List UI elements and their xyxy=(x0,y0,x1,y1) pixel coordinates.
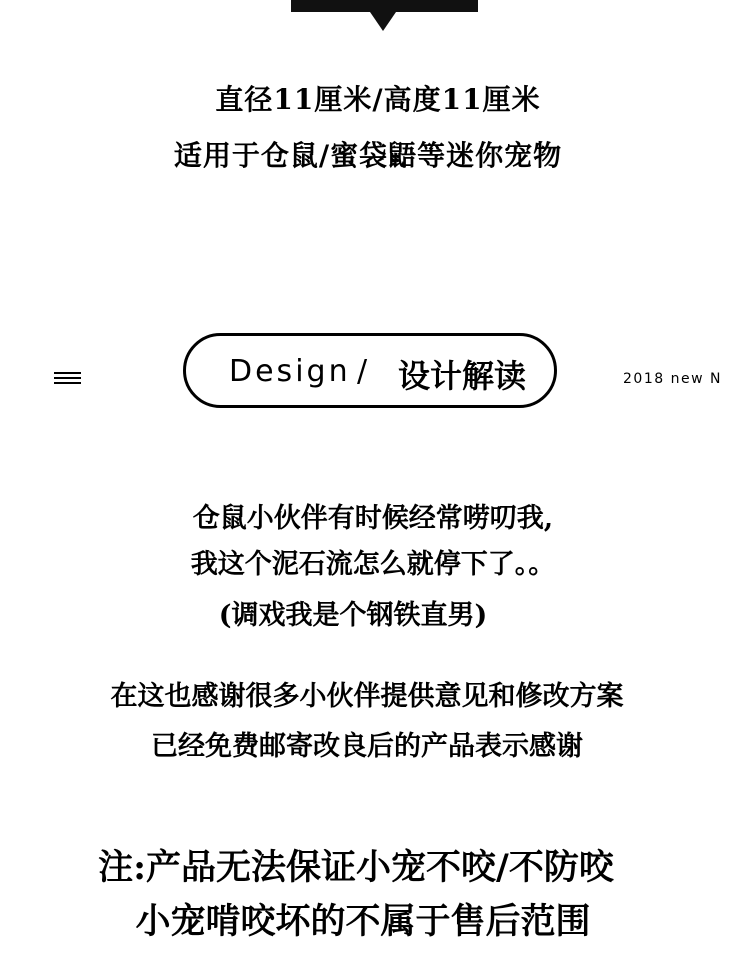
story-line-3: (调戏我是个钢铁直男) xyxy=(218,600,488,631)
thanks-line-2: 已经免费邮寄改良后的产品表示感谢 xyxy=(151,731,583,762)
notice-line-2: 小宠啃咬坏的不属于售后范围 xyxy=(135,901,591,942)
section-title-chinese: 设计解读 xyxy=(398,357,527,395)
menu-lines-icon xyxy=(54,370,81,386)
section-title-english: Design xyxy=(229,354,351,389)
top-title-tab xyxy=(291,0,478,12)
story-line-1: 仓鼠小伙伴有时候经常唠叨我, xyxy=(192,503,554,534)
spec-suitable-pets: 适用于仓鼠/蜜袋鼯等迷你宠物 xyxy=(173,139,563,172)
side-year-label: 2018 new N xyxy=(623,371,722,387)
section-title-slash: / xyxy=(357,354,368,389)
thanks-line-1: 在这也感谢很多小伙伴提供意见和修改方案 xyxy=(110,681,624,712)
spec-size: 直径11厘米/高度11厘米 xyxy=(215,83,541,116)
notice-line-1: 注:产品无法保证小宠不咬/不防咬 xyxy=(98,847,614,888)
design-section-header xyxy=(183,333,557,408)
story-line-2: 我这个泥石流怎么就停下了。。 xyxy=(190,549,556,580)
down-arrow-icon xyxy=(370,12,396,31)
